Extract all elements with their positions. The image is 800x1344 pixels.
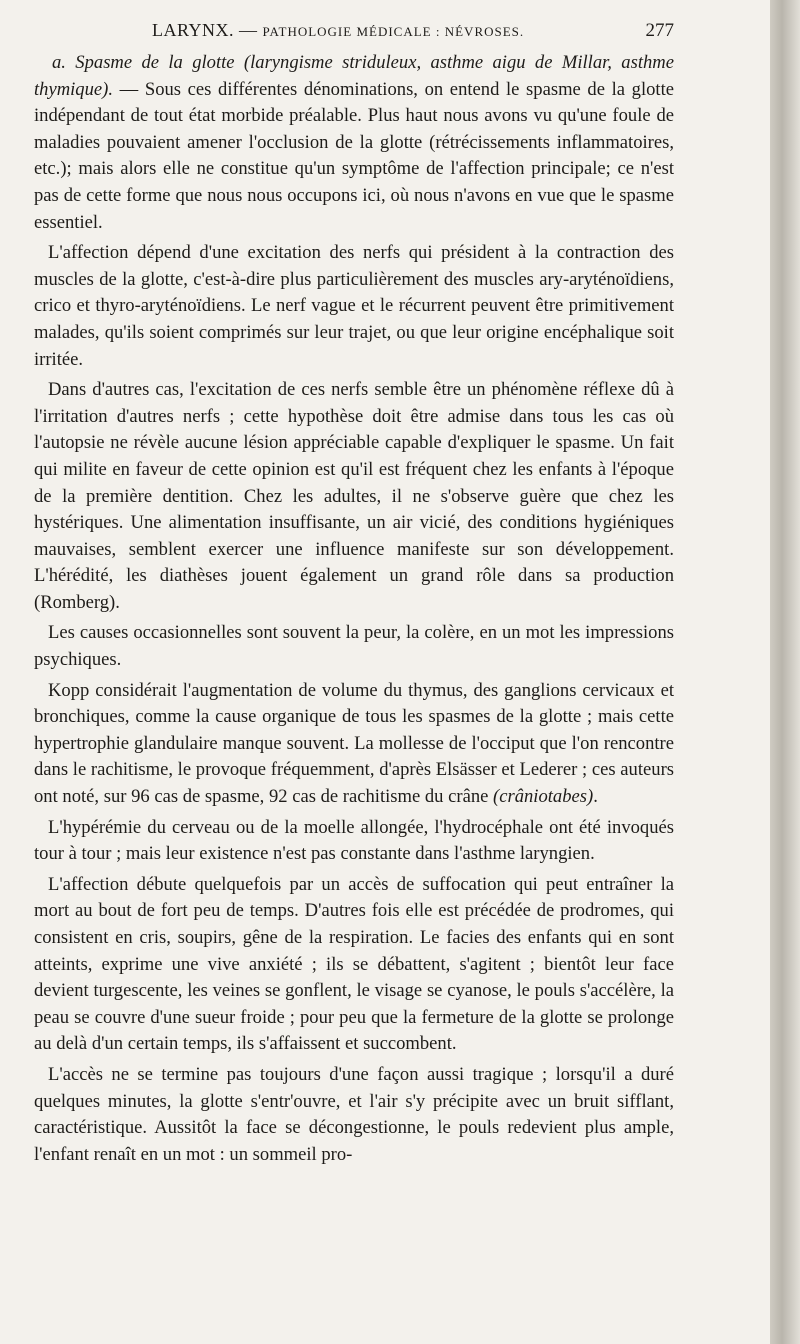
paragraph-causes: Les causes occasionnelles sont souvent la peur, la colère, en un mot les impressions psychiques.	[34, 622, 674, 671]
paragraph-symptoms: L'affection débute quelquefois par un accès de suffocation qui peut entraîner la mort au bout de fort peu de temps. D'autres fois elle est précédée de prodromes, qui consistent en cris, soupirs, gêne de la respiration. Le facies des enfants qui en sont atteints, exprime une vive anxiété ; ils se débattent, s'agitent ; bientôt leur face devient turgescente, les veines se gonflent, le visage se cyanose, le pouls s'accélère, la peau se couvre d'une sueur froide ; pour peu que la fermeture de la glotte se prolonge au delà d'un certain temps, ils s'affaissent et succombent.	[34, 873, 674, 1055]
paragraph-text: Kopp considérait l'augmentation de volume du thymus, des ganglions cervicaux et bronchiques, comme la cause organique de tous les spasmes de la glotte ; mais cette hypertrophie glandulaire manque souvent. La mollesse de l'occiput que l'on rencontre dans le rachitisme, le provoque fréquemment, d'après Elsässer et Lederer ; ces auteurs ont noté, sur 96 cas de spasme, 92 cas de rachitisme du crâne	[34, 679, 674, 808]
paragraph-text-end: .	[593, 786, 598, 808]
header-section: LARYNX.	[152, 20, 235, 40]
paragraph-etiology: L'affection dépend d'une excitation des nerfs qui président à la contraction des muscles de la glotte, c'est-à-dire plus particulièrement des muscles ary-aryténoïdiens, crico et thyro-aryténoïdiens. Le nerf vague et le récurrent peuvent être primitivement malades, qu'ils soient comprimés sur leur trajet, ou que leur origine encéphalique soit irritée.	[34, 242, 674, 370]
paragraph-text: — Sous ces différentes dénominations, on entend le spasme de la glotte indépendant de tout état morbide préalable. Plus haut nous avons vu qu'une foule de maladies pouvaient amener l'occlusion de la glotte (rétrécissements inflammatoires, etc.); mais alors elle ne constitue qu'un symptôme de l'affection principale; ce n'est pas de cette forme que nous nous occupons ici, où nous n'avons en vue que le spasme essentiel.	[34, 78, 674, 233]
paragraph-kopp	[34, 678, 674, 811]
section-title: a. Spasme de la glotte (laryngisme striduleux, asthme aigu de Millar, asthme thymique).	[34, 52, 674, 100]
running-header	[34, 20, 674, 42]
running-head	[152, 20, 524, 41]
paragraph-hyperemie: L'hypérémie du cerveau ou de la moelle allongée, l'hydrocéphale ont été invoqués tour à tour ; mais leur existence n'est pas constante dans l'asthme laryngien.	[34, 816, 674, 865]
paragraph-acces: L'accès ne se termine pas toujours d'une façon aussi tragique ; lorsqu'il a duré quelques minutes, la glotte s'entr'ouvre, et l'air s'y précipite avec un bruit sifflant, caractéristique. Aussitôt la face se décongestionne, le pouls redevient plus ample, l'enfant renaît en un mot : un sommeil pro-	[34, 1063, 674, 1165]
paragraph-reflex: Dans d'autres cas, l'excitation de ces nerfs semble être un phénomène réflexe dû à l'irritation d'autres nerfs ; cette hypothèse doit être admise dans tous les cas où l'autopsie ne révèle aucune lésion appréciable capable d'expliquer le spasme. Un fait qui milite en faveur de cette opinion est qu'il est fréquent chez les enfants à l'époque de la première dentition. Chez les adultes, il ne s'observe guère que chez les hystériques. Une alimentation insuffisante, un air vicié, des conditions hygiéniques mauvaises, semblent exercer une influence manifeste sur son développement. L'hérédité, les diathèses jouent également un grand rôle dans sa production (Romberg).	[34, 379, 674, 613]
page-number: 277	[645, 20, 674, 41]
header-subject: PATHOLOGIE MÉDICALE : NÉVROSES.	[262, 24, 525, 39]
header-dash: —	[239, 20, 258, 40]
paragraph-spasme-definition	[34, 50, 674, 236]
body-text	[34, 50, 674, 1168]
book-gutter	[770, 0, 800, 1344]
italic-term: (crâniotabes)	[493, 786, 594, 808]
